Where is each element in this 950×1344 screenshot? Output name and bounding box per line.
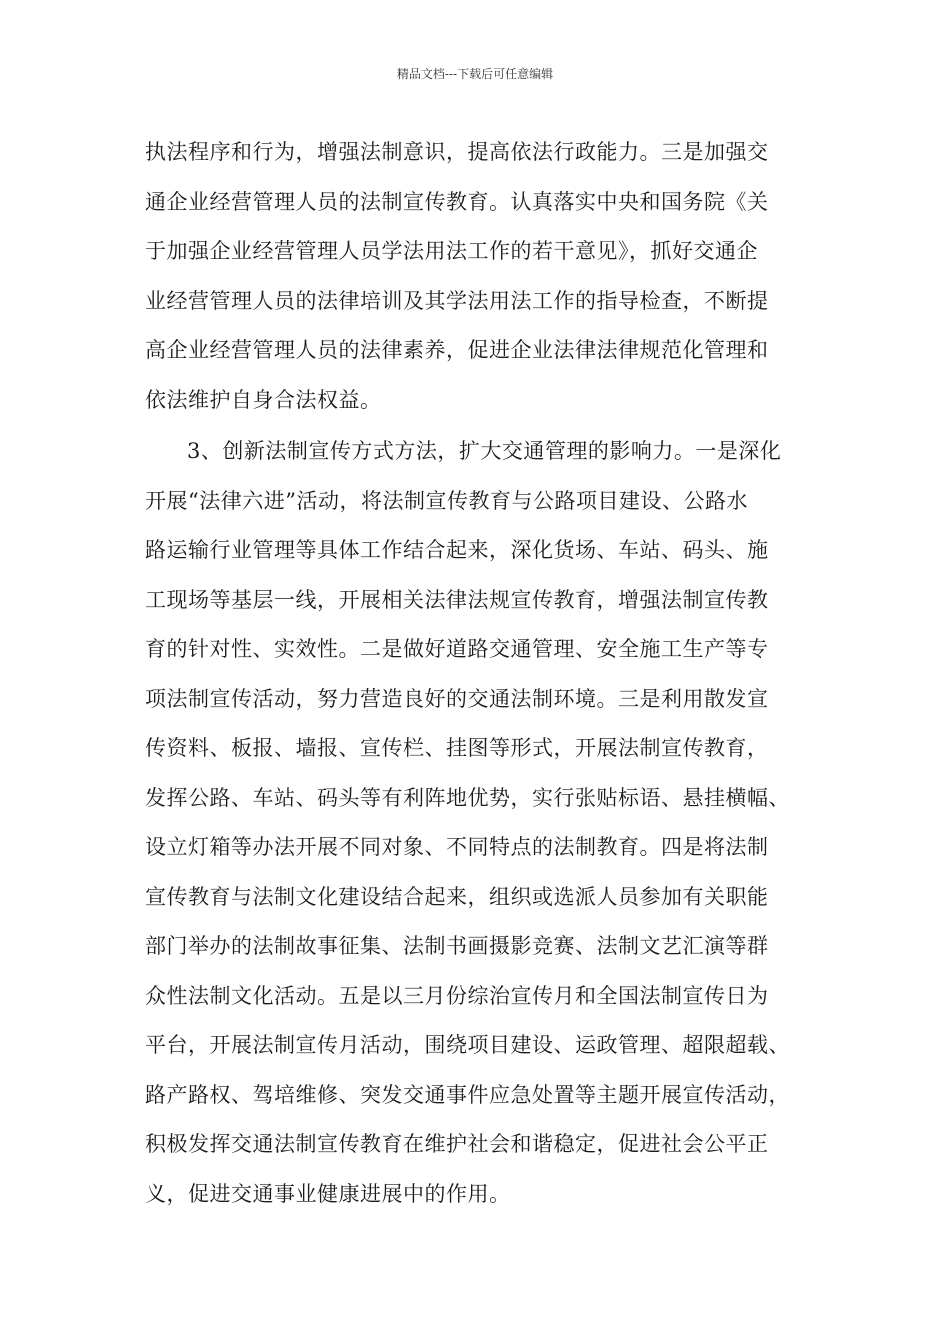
text-line: 传资料、板报、墙报、宣传栏、挂图等形式，开展法制宣传教育， (145, 736, 769, 760)
text-line: 众性法制文化活动。五是以三月份综治宣传月和全国法制宣传日为 (145, 983, 769, 1008)
text-line: 开展“法律六进”活动，将法制宣传教育与公路项目建设、公路水 (145, 488, 748, 513)
text-line: 路运输行业管理等具体工作结合起来，深化货场、车站、码头、施 (145, 538, 769, 562)
text-line: 育的针对性、实效性。二是做好道路交通管理、安全施工生产等专 (145, 637, 769, 661)
text-line: 项法制宣传活动，努力营造良好的交通法制环境。三是利用散发宣 (145, 686, 769, 711)
text-line: 路产路权、驾培维修、突发交通事件应急处置等主题开展宣传活动， (145, 1082, 790, 1107)
text-line: 执法程序和行为，增强法制意识，提高依法行政能力。三是加强交 (145, 140, 769, 164)
text-line: 通企业经营管理人员的法制宣传教育。认真落实中央和国务院《关 (145, 189, 769, 214)
text-line: 依法维护自身合法权益。 (145, 387, 382, 412)
paragraph-2 (145, 427, 815, 1219)
document-body (145, 128, 815, 1219)
text-line: 部门举办的法制故事征集、法制书画摄影竞赛、法制文艺汇演等群 (145, 934, 769, 958)
text-line: 业经营管理人员的法律培训及其学法用法工作的指导检查，不断提 (145, 288, 769, 313)
text-line: 工现场等基层一线，开展相关法律法规宣传教育，增强法制宣传教 (145, 587, 769, 612)
text-line: 设立灯箱等办法开展不同对象、不同特点的法制教育。四是将法制 (145, 835, 769, 859)
text-line: 于加强企业经营管理人员学法用法工作的若干意见》，抓好交通企 (145, 239, 758, 263)
text-line: 高企业经营管理人员的法律素养，促进企业法律法律规范化管理和 (145, 338, 769, 362)
text-line: 积极发挥交通法制宣传教育在维护社会和谐稳定，促进社会公平正 (145, 1132, 769, 1156)
text-line: 3、创新法制宣传方式方法，扩大交通管理的影响力。一是深化 (187, 439, 782, 463)
text-line: 发挥公路、车站、码头等有利阵地优势，实行张贴标语、悬挂横幅、 (145, 785, 790, 810)
text-line: 义，促进交通事业健康进展中的作用。 (145, 1181, 511, 1206)
text-line: 平台，开展法制宣传月活动，围绕项目建设、运政管理、超限超载、 (145, 1033, 790, 1057)
text-line: 宣传教育与法制文化建设结合起来，组织或选派人员参加有关职能 (145, 884, 769, 909)
page-header: 精品文档---下载后可任意编辑 (396, 67, 554, 81)
paragraph-1 (145, 128, 815, 425)
